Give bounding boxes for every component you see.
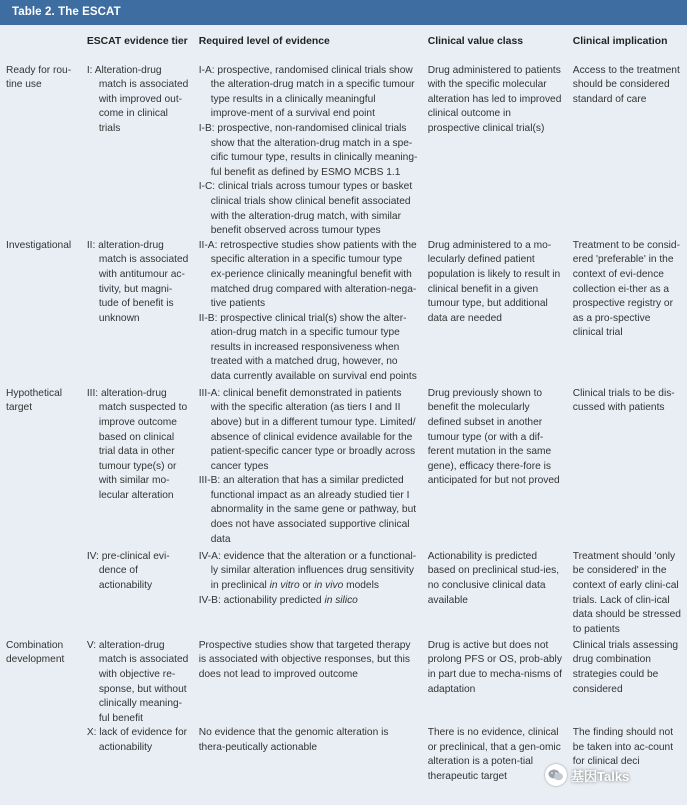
- tier-cell: III: alteration-drug match suspected to improve outcome based on clinical trial data in other tumour type(s) or with similar mo-lecular alteration: [86, 387, 188, 501]
- evidence-item: III-A: clinical benefit demonstrated in patients with the specific alteration (as tiers I and II above) but in a different tumour type. Limited/ absence of clinical evidence available for the patient-specific cancer type or broadly across cancer types: [198, 387, 416, 472]
- implication-cell: Clinical trials assessing drug combination strategies could be considered: [572, 639, 679, 695]
- category-cell: Hypothetical target: [6, 387, 63, 414]
- tier-cell: II: alteration-drug match is associated with antitumour ac-tivity, but magni-tude of benefit is unknown: [86, 239, 189, 324]
- evidence-item: III-B: an alteration that has a similar predicted functional impact as an already studied tier I abnormality in the same gene or pathway, but does not have associated supportive clinical data: [198, 475, 417, 545]
- category-cell: [0, 550, 81, 639]
- value-class-cell: There is no evidence, clinical or preclinical, that a gen-omic alteration is a poten-tial therapeutic target: [427, 727, 561, 783]
- evidence-item: I-A: prospective, randomised clinical trials show the alteration-drug match in a specific tumour type results in a clinically meaningful improve-ment of a survival end point: [198, 64, 415, 120]
- table-row-combination: [0, 639, 687, 727]
- value-class-cell: Drug administered to a mo-lecularly defined patient population is likely to result in clinical benefit in a given tumour type, but additional data are needed: [427, 239, 561, 324]
- table-row-investigational: [0, 239, 687, 387]
- evidence-item: IV-B: actionability predicted in silico: [198, 594, 358, 606]
- evidence-cell: [193, 387, 422, 550]
- value-class-cell: Actionability is predicted based on preclinical stud-ies, no conclusive clinical data available: [427, 550, 560, 606]
- implication-cell: Clinical trials to be dis-cussed with patients: [572, 387, 675, 414]
- value-class-cell: Drug is active but does not prolong PFS or OS, prob-ably in part due to mecha-nisms of adaptation: [427, 639, 562, 695]
- category-cell: Ready for rou-tine use: [6, 64, 72, 91]
- escat-table: [0, 25, 687, 785]
- tier-cell: V: alteration-drug match is associated with objective re-sponse, but without clinically meaning-ful benefit: [86, 639, 189, 724]
- watermark-text: 基因Talks: [571, 768, 630, 784]
- category-cell: [0, 726, 81, 784]
- header-implication: Clinical implication: [572, 36, 668, 47]
- evidence-item: I-C: clinical trials across tumour types or basket clinical trials show clinical benefit associated with the alteration-drug match, with similar benefit observed across tumour types: [198, 181, 413, 237]
- header-evidence: Required level of evidence: [198, 36, 330, 47]
- header-category: [0, 25, 81, 59]
- evidence-item: II-B: prospective clinical trial(s) show the alter-ation-drug match in a specific tumour type results in increased responsiveness when treated with a matched drug, however, no data currently available on survival end points: [198, 312, 417, 383]
- evidence-cell: [193, 550, 422, 639]
- table-title: Table 2. The ESCAT: [0, 0, 687, 25]
- header-tier: ESCAT evidence tier: [86, 36, 188, 47]
- table-row-ready: [0, 59, 687, 239]
- table-row-hypothetical: [0, 387, 687, 550]
- tier-cell: IV: pre-clinical evi-dence of actionability: [86, 550, 170, 591]
- evidence-cell: [193, 239, 422, 387]
- watermark: [545, 764, 629, 786]
- evidence-item: II-A: retrospective studies show patients with the specific alteration in a specific tumour type ex-perience clinically meaningful benefit with matched drug compared with alteration-nega-tive patients: [198, 239, 417, 310]
- evidence-item: I-B: prospective, non-randomised clinical trials show that the alteration-drug match in a spe-cific tumour type, results in clinically meaning-ful benefit as defined by ESMO MCBS 1.1: [198, 122, 418, 178]
- tier-cell: X: lack of evidence for actionability: [86, 727, 188, 753]
- implication-cell: The finding should not be taken into ac-count for clinical deci: [572, 727, 674, 768]
- category-cell: Combination development: [6, 639, 65, 666]
- evidence-cell: No evidence that the genomic alteration is thera-peutically actionable: [198, 727, 389, 753]
- header-value-class: Clinical value class: [427, 36, 524, 47]
- evidence-cell: [193, 59, 422, 239]
- implication-cell: Access to the treatment should be considered standard of care: [572, 64, 680, 105]
- header-row: [0, 25, 687, 59]
- wechat-logo-icon: [545, 764, 567, 786]
- table-row-preclinical: [0, 550, 687, 639]
- evidence-cell: Prospective studies show that targeted therapy is associated with objective responses, but this does not lead to improved outcome: [198, 639, 411, 680]
- category-cell: Investigational: [6, 239, 72, 251]
- value-class-cell: Drug previously shown to benefit the molecularly defined subset in another tumour type (or with a dif-ferent mutation in the same gene), efficacy there-fore is anticipated for but not proved: [427, 387, 560, 487]
- implication-cell: Treatment to be consid-ered 'preferable' in the context of evi-dence collection ei-ther as a prospective registry or as a pro-spective clinical trial: [572, 239, 680, 339]
- value-class-cell: Drug administered to patients with the specific molecular alteration has led to improved clinical outcome in prospective clinical trial(s): [427, 64, 562, 134]
- implication-cell: Treatment should 'only be considered' in the context of early clini-cal trials. Lack of clin-ical data should be stressed to patients: [572, 550, 681, 635]
- tier-cell: I: Alteration-drug match is associated with improved out-come in clinical trials: [86, 64, 189, 134]
- evidence-item: IV-A: evidence that the alteration or a functional-ly similar alteration influences drug sensitivity in preclinical in vitro or in vivo models: [198, 550, 417, 591]
